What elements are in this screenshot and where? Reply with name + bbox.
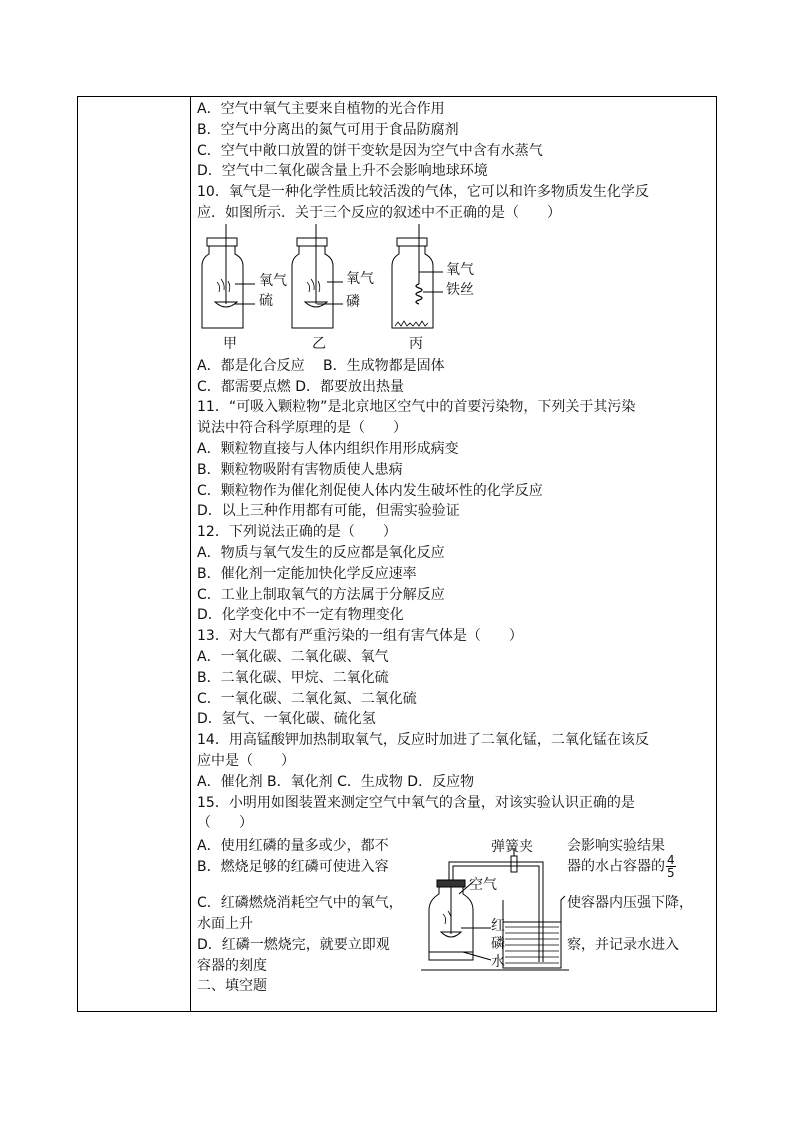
q11-stem-line1: 11．“可吸入颗粒物”是北京地区空气中的首要污染物，下列关于其污染: [197, 399, 636, 416]
q11-option-b: B．颗粒物吸附有害物质使人患病: [197, 461, 403, 478]
q9-option-c: C．空气中敞口放置的饼干变软是因为空气中含有水蒸气: [197, 142, 543, 159]
q15-stem-line2: （ ）: [197, 815, 253, 832]
q15-option-a-left: A．使用红磷的量多或少，都不: [197, 838, 389, 855]
q15-options-with-figure: [197, 834, 713, 976]
q13-option-d: D．氢气、一氧化碳、硫化氢: [197, 711, 376, 728]
water-label: 水: [491, 954, 505, 971]
q10-stem-line1: 10．氧气是一种化学性质比较活泼的气体，它可以和许多物质发生化学反: [197, 184, 649, 201]
q15-option-c-right: 使容器内压强下降，: [567, 895, 693, 912]
air-label: 空气: [469, 877, 497, 894]
jar-iron-wire: [392, 224, 443, 328]
red-phosphorus-label-1: 红: [491, 918, 505, 935]
jar3-caption: 丙: [409, 335, 423, 352]
section2-title: 二、填空题: [197, 978, 267, 995]
q12-option-d: D．化学变化中不一定有物理变化: [197, 607, 404, 624]
jar1-caption: 甲: [223, 335, 237, 352]
q12-option-c: C．工业上制取氧气的方法属于分解反应: [197, 586, 445, 603]
q14-stem-line2: 应中是（ ）: [197, 752, 295, 769]
q15-option-d-continued: 容器的刻度: [197, 958, 267, 975]
q10-options-line2: C．都需要点燃 D．都要放出热量: [197, 378, 405, 395]
q13-option-a: A．一氧化碳、二氧化碳、氧气: [197, 648, 389, 665]
clamp-label: 弹簧夹: [491, 839, 533, 856]
q13-option-b: B．二氧化碳、甲烷、二氧化硫: [197, 669, 389, 686]
question-table: [77, 96, 717, 1012]
q9-option-d: D．空气中二氧化碳含量上升不会影响地球环境: [197, 163, 488, 180]
fraction-four-fifths: [666, 854, 676, 879]
q13-option-c: C．一氧化碳、二氧化氮、二氧化硫: [197, 690, 417, 707]
q10-figure: [197, 224, 713, 356]
q12-stem: 12．下列说法正确的是（ ）: [197, 524, 397, 541]
content-cell: [197, 99, 713, 997]
jar-phosphorus: [292, 224, 343, 328]
q15-option-b-left: B．燃烧足够的红磷可使进入容: [197, 859, 389, 876]
jar1-substance-label: 硫: [259, 292, 273, 309]
jar2-gas-label: 氧气: [346, 270, 374, 287]
q11-stem-line2: 说法中符合科学原理的是（ ）: [197, 420, 407, 437]
q9-option-a: A．空气中氧气主要来自植物的光合作用: [197, 101, 445, 117]
q11-option-d: D．以上三种作用都有可能，但需实验验证: [197, 503, 460, 520]
jar3-substance-label: 铁丝: [446, 281, 474, 298]
q12-option-b: B．催化剂一定能加快化学反应速率: [197, 565, 417, 582]
q9-option-b: B．空气中分离出的氮气可用于食品防腐剂: [197, 121, 459, 138]
q15-option-c-continued: 水面上升: [197, 916, 253, 933]
jar-sulfur: [202, 224, 255, 328]
jar2-caption: 乙: [312, 335, 326, 352]
red-phosphorus-label-2: 磷: [491, 936, 505, 953]
q15-option-b-right: 器的水占容器的: [567, 858, 665, 875]
jar1-gas-label: 氧气: [259, 272, 287, 289]
q15-option-d-right: 察，并记录水进入: [567, 937, 679, 954]
q15-option-b-right-wrap: [567, 854, 676, 879]
q11-option-a: A．颗粒物直接与人体内组织作用形成病变: [197, 440, 459, 457]
q15-option-d-left: D．红磷一燃烧完，就要立即观: [197, 937, 390, 954]
fraction-numerator: 4: [667, 853, 675, 868]
q15-option-c-left: C．红磷燃烧消耗空气中的氧气，: [197, 895, 403, 912]
q15-stem-line1: 15．小明用如图装置来测定空气中氧气的含量，对该实验认识正确的是: [197, 794, 635, 811]
q10-stem-line2: 应．如图所示．关于三个反应的叙述中不正确的是（ ）: [197, 204, 561, 221]
q15-option-a-right: 会影响实验结果: [567, 838, 665, 855]
q14-stem-line1: 14．用高锰酸钾加热制取氧气，反应时加进了二氧化锰，二氧化锰在该反: [197, 732, 649, 749]
q14-options: A．催化剂 B．氧化剂 C．生成物 D．反应物: [197, 773, 475, 790]
q10-options-line1: A．都是化合反应 B．生成物都是固体: [197, 357, 445, 374]
jar2-substance-label: 磷: [346, 293, 360, 310]
fraction-denominator: 5: [667, 866, 675, 881]
left-column-cell: [78, 97, 191, 1011]
q11-option-c: C．颗粒物作为催化剂促使人体内发生破坏性的化学反应: [197, 482, 543, 499]
jar3-gas-label: 氧气: [446, 261, 474, 278]
q13-stem: 13．对大气都有严重污染的一组有害气体是（ ）: [197, 628, 523, 645]
q12-option-a: A．物质与氧气发生的反应都是氧化反应: [197, 544, 445, 561]
